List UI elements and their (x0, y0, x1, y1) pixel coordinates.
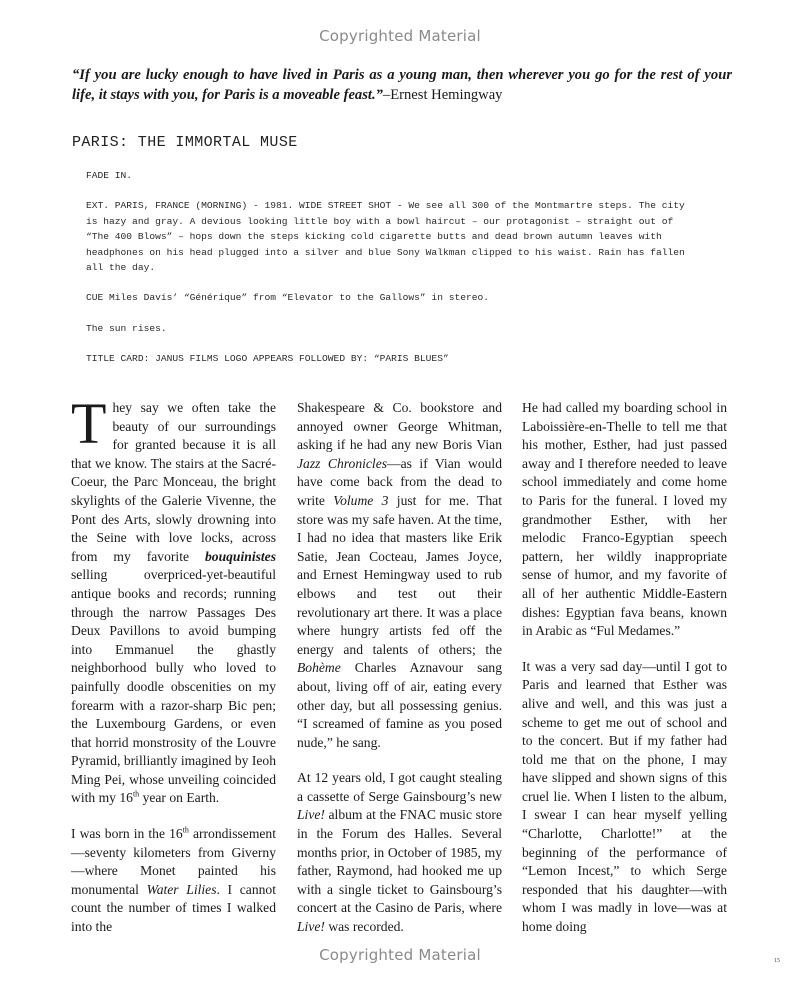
script-title: PARIS: THE IMMORTAL MUSE (72, 134, 298, 151)
paragraph (71, 391, 277, 808)
screenplay-block (86, 168, 686, 382)
text-run-italic: Live! (297, 807, 325, 823)
script-line: EXT. PARIS, FRANCE (MORNING) - 1981. WIDE STREET SHOT - We see all 300 of the Montmartre steps. The city is hazy and gray. A devious looking little boy with a bowl haircut – our protagonist – straight out of “The 400 Blows” – hops down the steps kicking cold cigarette butts and dead brown autumn leaves with headphones on his head plugged into a silver and blue Sony Walkman clipped to his waist. Rain has fallen all the day. (86, 200, 685, 274)
text-run-italic: Volume 3 (333, 492, 389, 508)
text-run: just for me. That store was my safe haven. At the time, I had no idea that masters like Erik Satie, Jean Cocteau, James Joyce, and Ernest Hemingway used to rub elbows and test out their revolutionary art there. It was a place where hungry artists fed off the energy and talents of others; the (297, 492, 502, 657)
body-column-1 (71, 391, 277, 954)
paragraph: He had called my boarding school in Laboissière-en-Thelle to tell me that his mother, Esther, had just passed away and I therefore needed to leave school immediately and come home to Paris for the funeral. I loved my grandmother Esther, with her melodic Franco-Egyptian speech pattern, her wildly inappropriate sense of humor, and my favorite of all of her authentic Middle-Eastern dishes: Egyptian fava beans, known in Arabic as “Ful Medames.” (522, 400, 727, 639)
text-run-emphasis: bouquinistes (204, 548, 276, 564)
epigraph-quote: “If you are lucky enough to have lived in Paris as a young man, then wherever you go for the rest of your life, it stays with you, for Paris is a moveable feast.” (72, 67, 732, 103)
script-line: The sun rises. (86, 322, 167, 334)
text-run: . I cannot count the number of times I walked into the (71, 881, 276, 935)
script-line: CUE Miles Davis’ “Générique” from “Elevator to the Gallows” in stereo. (86, 292, 490, 304)
text-run-italic: Water Lilies (146, 881, 217, 897)
epigraph (72, 65, 732, 105)
text-run: Shakespeare & Co. bookstore and annoyed owner George Whitman, asking if he had any new Boris Vian (297, 400, 502, 453)
paragraph (297, 769, 502, 936)
body-column-2 (297, 399, 502, 954)
text-run: 16 (119, 790, 133, 806)
text-run-italic: Live! (297, 919, 325, 935)
text-run: selling overpriced-yet-beautiful antique books and records; running through the narrow Passages Des Deux Pavillons to avoid bumping into Emmanuel the ghastly neighborhood bully who loved to painfully doodle obscenities on my forearm with a razor-sharp Bic pen; the Luxembourg Gardens, or even that horrid monstrosity of the Louvre Pyramid, brilliantly imagined by Ieoh Ming Pei, whose unveiling coincided with my (71, 567, 277, 806)
text-run: —as if Vian would have come back from the dead to write (297, 455, 502, 508)
paragraph: It was a very sad day—until I got to Paris and learned that Esther was alive and well, and this was just a scheme to get me out of school and to the concert. But if my father had told me that on the phone, I may have slipped and shown signs of this cruel lie. When I listen to the album, I swear I can hear myself yelling “Charlotte, Charlotte!” at the beginning of the performance of “Lemon Incest,” to which Serge responded that his daughter—with whom I was madly in love—was at home doing (522, 658, 727, 935)
script-line: FADE IN. (86, 170, 133, 181)
text-run: was recorded. (324, 919, 404, 935)
text-run-italic: Bohème (297, 660, 341, 676)
text-run: year on Earth. (139, 790, 220, 806)
page-number: 15 (774, 958, 780, 964)
superscript: th (182, 825, 189, 835)
paragraph (297, 399, 502, 752)
watermark-top: Copyrighted Material (319, 27, 481, 45)
paragraph (71, 825, 276, 937)
drop-cap: T (71, 391, 107, 456)
text-run: I was born in the (71, 826, 170, 842)
text-run: arrondissement —seventy kilometers from Giverny—where Monet painted his monumental (71, 826, 276, 897)
body-column-3 (522, 399, 727, 954)
script-line: TITLE CARD: JANUS FILMS LOGO APPEARS FOLLOWED BY: “PARIS BLUES” (86, 353, 449, 365)
text-run: At 12 years old, I got caught stealing a cassette of Serge Gainsbourg’s new (297, 770, 502, 804)
text-run: album at the FNAC music store in the Forum des Halles. Several months prior, in October of 1985, my father, Raymond, had hooked me up with a single ticket to Gainsbourg’s concert at the Casino de Paris, where (297, 807, 502, 916)
text-run-italic: Jazz Chronicles (297, 455, 388, 471)
text-run: hey say we often take the beauty of our surroundings for granted because it is all that we know. The stairs at the Sacré-Coeur, the Parc Monceau, the bright skylights of the Galerie Vivenne, the Pont des Arts, slowly drowning into the Seine with love locks, across from my favorite (71, 400, 276, 564)
text-run: Charles Aznavour sang about, living off of air, eating every other day, but all possessing genius. “I screamed of famine as you posed nude,” he sang. (297, 660, 502, 750)
text-run: 16 (169, 826, 183, 842)
superscript: th (132, 789, 140, 799)
epigraph-attribution: –Ernest Hemingway (382, 87, 503, 103)
watermark-bottom: Copyrighted Material (319, 946, 481, 964)
